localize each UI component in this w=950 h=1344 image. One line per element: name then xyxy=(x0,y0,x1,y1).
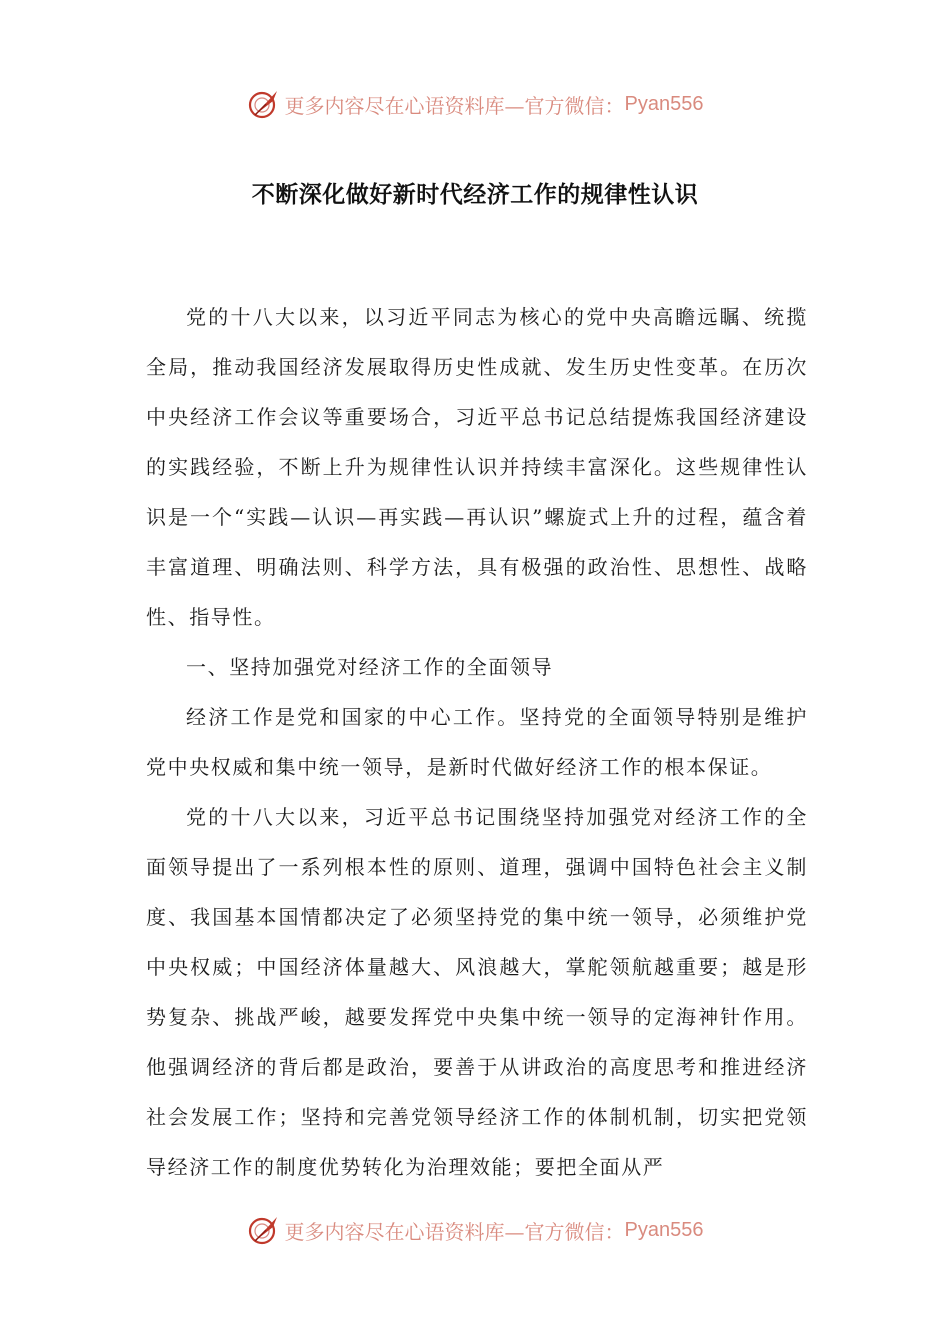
paragraph: 党的十八大以来，习近平总书记围绕坚持加强党对经济工作的全面领导提出了一系列根本性的原则、道理，强调中国特色社会主义制度、我国基本国情都决定了必须坚持党的集中统一领导，必须维护党中央权威；中国经济体量越大、风浪越大，掌舵领航越重要；越是形势复杂、挑战严峻，越要发挥党中央集中统一领导的定海神针作用。他强调经济的背后都是政治，要善于从讲政治的高度思考和推进经济社会发展工作；坚持和完善党领导经济工作的体制机制，切实把党领导经济工作的制度优势转化为治理效能；要把全面从严 xyxy=(146,805,808,1179)
wechat-id: Pyan556 xyxy=(624,92,704,115)
section-heading: 一、坚持加强党对经济工作的全面领导 xyxy=(186,655,554,679)
header-banner xyxy=(0,84,950,124)
quill-pen-logo-icon xyxy=(247,1213,281,1247)
banner-text: 更多内容尽在心语资料库—官方微信： xyxy=(284,1219,625,1244)
banner-text: 更多内容尽在心语资料库—官方微信： xyxy=(284,93,625,118)
footer-banner xyxy=(0,1210,950,1250)
paragraph: 经济工作是党和国家的中心工作。坚持党的全面领导特别是维护党中央权威和集中统一领导，是新时代做好经济工作的根本保证。 xyxy=(146,705,808,779)
document-title: 不断深化做好新时代经济工作的规律性认识 xyxy=(251,182,699,208)
document-body xyxy=(146,292,808,1192)
paragraph: 党的十八大以来，以习近平同志为核心的党中央高瞻远瞩、统揽全局，推动我国经济发展取得历史性成就、发生历史性变革。在历次中央经济工作会议等重要场合，习近平总书记总结提炼我国经济建设的实践经验，不断上升为规律性认识并持续丰富深化。这些规律性认识是一个“实践—认识—再实践—再认识”螺旋式上升的过程，蕴含着丰富道理、明确法则、科学方法，具有极强的政治性、思想性、战略性、指导性。 xyxy=(146,305,808,629)
wechat-id: Pyan556 xyxy=(624,1218,704,1241)
quill-pen-logo-icon xyxy=(247,87,281,121)
